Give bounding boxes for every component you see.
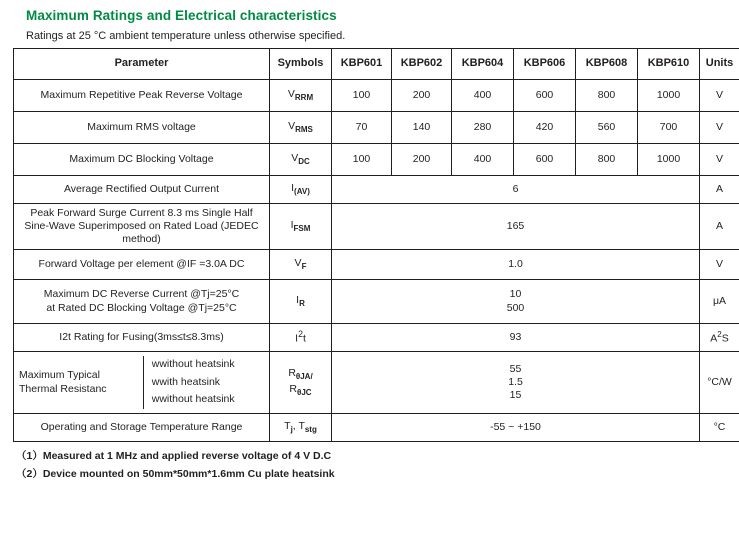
header-part-kbp608: KBP608	[576, 49, 638, 80]
thermal-condition: wwithout heatsink	[151, 393, 235, 406]
row-symbol: $I^2t$	[270, 324, 332, 352]
row-value: 200	[392, 144, 452, 176]
row-value-span: 6	[332, 176, 700, 204]
table-row	[14, 112, 739, 144]
row-symbol: $V_{DC}$	[270, 144, 332, 176]
row-value: 1000	[638, 80, 700, 112]
row-value: 1000	[638, 144, 700, 176]
row-parameter	[14, 352, 270, 414]
row-parameter: Maximum Repetitive Peak Reverse Voltage	[14, 80, 270, 112]
header-part-kbp601: KBP601	[332, 49, 392, 80]
row-symbol: $I_{FSM}$	[270, 204, 332, 250]
table-row	[14, 352, 739, 414]
page-title: Maximum Ratings and Electrical characteristics	[26, 8, 337, 23]
row-symbol: $I_R$	[270, 280, 332, 324]
row-value-line1: 55	[509, 362, 522, 375]
row-value: 400	[452, 80, 514, 112]
row-value: 400	[452, 144, 514, 176]
row-value: 70	[332, 112, 392, 144]
thermal-label-line1: Maximum Typical	[19, 368, 100, 381]
row-value: 100	[332, 80, 392, 112]
table-row	[14, 144, 739, 176]
table-header-row	[14, 49, 739, 80]
thermal-label	[17, 369, 143, 396]
page-subtitle: Ratings at 25 °C ambient temperature unless otherwise specified.	[26, 30, 346, 42]
row-value-span	[332, 352, 700, 414]
row-value: 700	[638, 112, 700, 144]
table-row	[14, 280, 739, 324]
row-value: 420	[514, 112, 576, 144]
table-row	[14, 250, 739, 280]
header-part-kbp606: KBP606	[514, 49, 576, 80]
row-symbol-a: $R_{\theta JA/}$	[288, 367, 313, 382]
row-parameter-line1: Maximum DC Reverse Current @Tj=25°C	[43, 288, 240, 301]
row-value-line2: 500	[506, 301, 525, 314]
table-row	[14, 204, 739, 250]
row-unit: μA	[700, 280, 739, 324]
row-parameter: Forward Voltage per element @IF =3.0A DC	[14, 250, 270, 280]
row-value-line2: 1.5	[508, 375, 523, 388]
footnote-2: （2）Device mounted on 50mm*50mm*1.6mm Cu plate heatsink	[16, 468, 335, 480]
header-units: Units	[700, 49, 739, 80]
row-unit: A	[700, 204, 739, 250]
row-parameter: Peak Forward Surge Current 8.3 ms Single Half Sine-Wave Superimposed on Rated Load (JEDEC method)	[14, 204, 270, 250]
ratings-table	[13, 48, 739, 442]
row-unit: A	[700, 176, 739, 204]
row-symbol: $V_{RMS}$	[270, 112, 332, 144]
row-value-span: 93	[332, 324, 700, 352]
thermal-conditions	[143, 356, 266, 410]
thermal-condition: wwithout heatsink	[151, 357, 235, 370]
row-symbol-b: $R_{\theta JC}$	[289, 382, 312, 397]
row-parameter	[14, 280, 270, 324]
row-symbol	[270, 352, 332, 414]
row-value-span: 165	[332, 204, 700, 250]
row-parameter: Maximum RMS voltage	[14, 112, 270, 144]
header-parameter: Parameter	[14, 49, 270, 80]
row-value: 200	[392, 80, 452, 112]
row-value: 560	[576, 112, 638, 144]
table-row	[14, 176, 739, 204]
row-unit: $A^2S$	[700, 324, 739, 352]
row-value-line1: 10	[509, 288, 522, 301]
row-value: 140	[392, 112, 452, 144]
header-part-kbp602: KBP602	[392, 49, 452, 80]
row-parameter: Maximum DC Blocking Voltage	[14, 144, 270, 176]
table-row	[14, 324, 739, 352]
row-unit: V	[700, 112, 739, 144]
row-value: 600	[514, 80, 576, 112]
row-symbol: $V_{RRM}$	[270, 80, 332, 112]
row-unit: V	[700, 144, 739, 176]
row-unit: V	[700, 80, 739, 112]
table-row	[14, 414, 739, 442]
row-unit: °C/W	[700, 352, 739, 414]
header-symbols: Symbols	[270, 49, 332, 80]
row-value-span	[332, 280, 700, 324]
row-value: 100	[332, 144, 392, 176]
footnote-1: （1）Measured at 1 MHz and applied reverse voltage of 4 V D.C	[16, 450, 332, 462]
row-value: 800	[576, 80, 638, 112]
header-part-kbp604: KBP604	[452, 49, 514, 80]
row-parameter: I2t Rating for Fusing(3ms≤t≤8.3ms)	[14, 324, 270, 352]
row-value-line3: 15	[509, 389, 522, 402]
row-parameter-line2: at Rated DC Blocking Voltage @Tj=25°C	[46, 301, 237, 314]
row-value: 800	[576, 144, 638, 176]
row-parameter: Average Rectified Output Current	[14, 176, 270, 204]
row-value: 280	[452, 112, 514, 144]
header-part-kbp610: KBP610	[638, 49, 700, 80]
thermal-label-line2: Thermal Resistanc	[19, 382, 107, 395]
row-parameter: Operating and Storage Temperature Range	[14, 414, 270, 442]
row-unit: °C	[700, 414, 739, 442]
thermal-condition: wwith heatsink	[151, 375, 221, 388]
row-value-span: 1.0	[332, 250, 700, 280]
row-symbol: $T_j$, $T_{stg}$	[270, 414, 332, 442]
row-symbol: $V_F$	[270, 250, 332, 280]
table-row	[14, 80, 739, 112]
row-value-span: -55 ~ +150	[332, 414, 700, 442]
row-unit: V	[700, 250, 739, 280]
row-value: 600	[514, 144, 576, 176]
row-symbol: $I_{(AV)}$	[270, 176, 332, 204]
footnotes	[16, 448, 731, 481]
